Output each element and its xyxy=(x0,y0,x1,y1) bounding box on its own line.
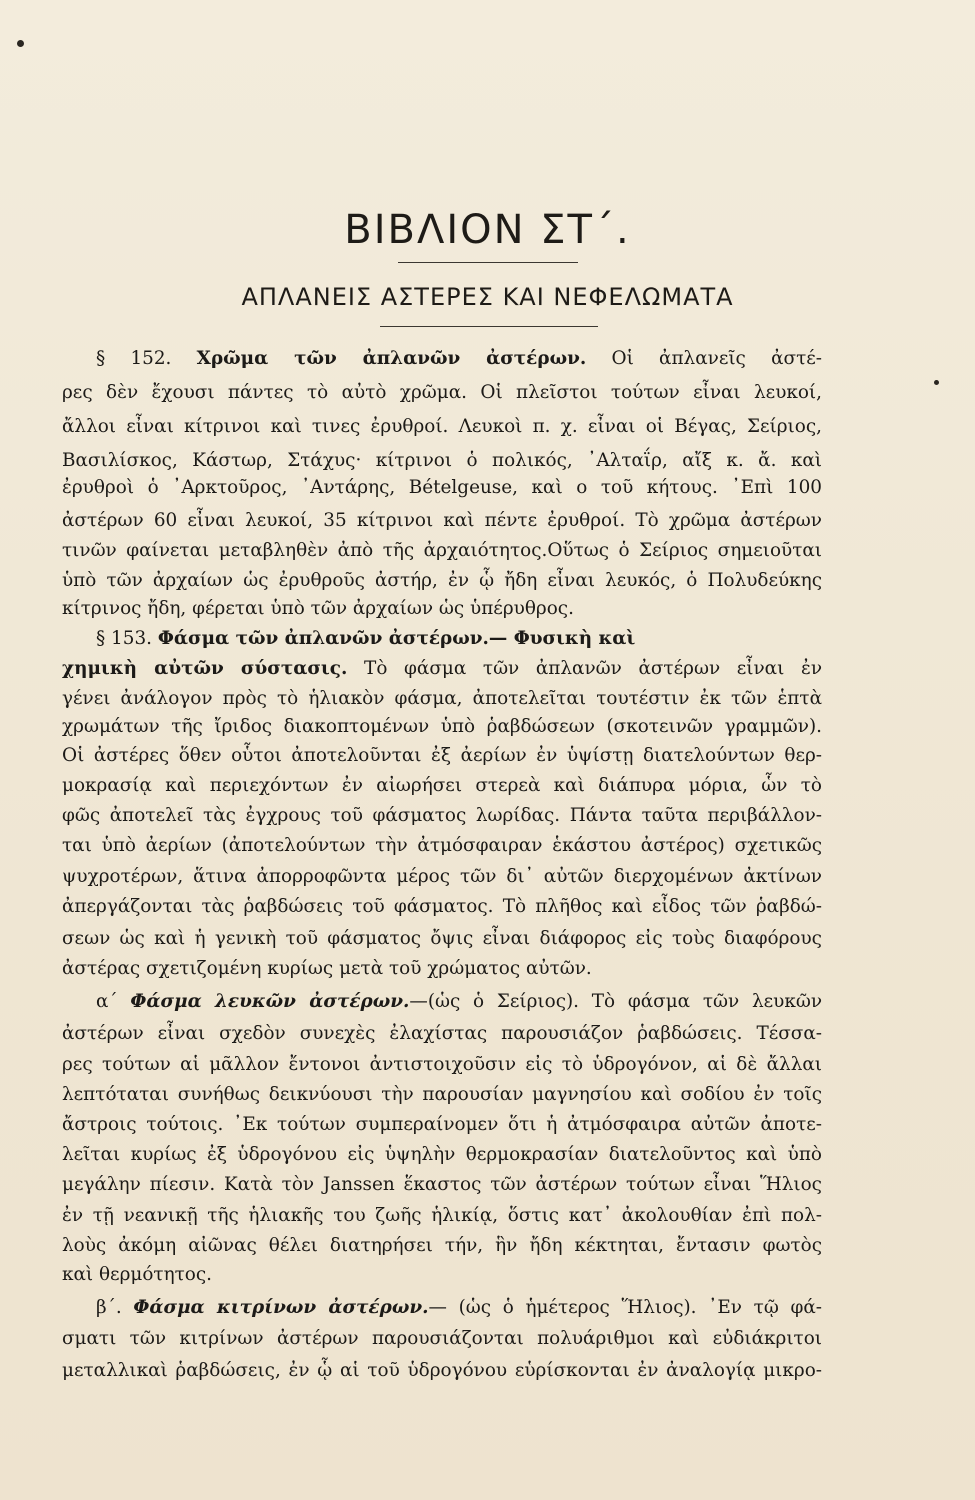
ink-spot xyxy=(934,380,939,385)
text-line: Οἱ ἀστέρες ὅθεν οὗτοι ἀποτελοῦνται ἐξ ἀερίων ἐν ὑψίστῃ διατελούντων θερ- xyxy=(62,745,822,766)
text-line: ἄστροις τούτοις. ᾿Εκ τούτων συμπεραίνομεν ὅτι ἡ ἀτμόσφαιρα αὐτῶν ἀποτε- xyxy=(62,1114,822,1135)
text-line: τινῶν φαίνεται μεταβληθὲν ἀπὸ τῆς ἀρχαιότητος.Οὕτως ὁ Σείριος σημειοῦται xyxy=(62,540,822,561)
text-line: ἀπεργάζονται τὰς ῥαβδώσεις τοῦ φάσματος. Τὸ πλῆθος καὶ εἶδος τῶν ῥαβδώ- xyxy=(62,896,822,917)
text-line: χρωμάτων τῆς ἴριδος διακοπτομένων ὑπὸ ῥαβδώσεων (σκοτεινῶν γραμμῶν). xyxy=(62,716,822,737)
text-line: ἀστέρας σχετιζομένη κυρίως μετὰ τοῦ χρώματος αὐτῶν. xyxy=(62,958,592,979)
text-line: § 152. Χρῶμα τῶν ἀπλανῶν ἀστέρων. Οἱ ἀπλανεῖς ἀστέ- xyxy=(96,348,822,369)
text-line: γένει ἀνάλογον πρὸς τὸ ἡλιακὸν φάσμα, ἀποτελεῖται τουτέστιν ἐκ τῶν ἑπτὰ xyxy=(62,688,822,709)
text-line: σματι τῶν κιτρίνων ἀστέρων παρουσιάζονται πολυάριθμοι καὶ εὐδιάκριτοι xyxy=(62,1328,822,1349)
text-line: ψυχροτέρων, ἅτινα ἀπορροφῶντα μέρος τῶν δι᾿ αὐτῶν διερχομένων ἀκτίνων xyxy=(62,866,822,887)
text-line: Βασιλίσκος, Κάστωρ, Στάχυς· κίτρινοι ὁ πολικός, ᾿Αλταΐρ, αἴξ κ. ἄ. καὶ xyxy=(62,450,822,471)
ink-spot xyxy=(17,40,24,47)
text-line: λοὺς ἀκόμη αἰῶνας θέλει διατηρήσει τήν, ἣν ἤδη κέκτηται, ἔντασιν φωτὸς xyxy=(62,1235,822,1256)
text-line: μοκρασίᾳ καὶ περιεχόντων ἐν αἰωρήσει στερεὰ καὶ διάπυρα μόρια, ὧν τὸ xyxy=(62,775,822,796)
chapter-title: ΑΠΛΑΝΕΙΣ ΑΣΤΕΡΕΣ ΚΑΙ ΝΕΦΕΛΩΜΑΤΑ xyxy=(241,283,734,311)
text-line: ται ὑπὸ ἀερίων (ἀποτελούντων τὴν ἀτμόσφαιραν ἑκάστου ἀστέρος) σχετικῶς xyxy=(62,835,822,856)
title-divider xyxy=(398,262,578,263)
text-line: σεων ὡς καὶ ἡ γενικὴ τοῦ φάσματος ὄψις εἶναι διάφορος εἰς τοὺς διαφόρους xyxy=(62,928,822,949)
text-line: ἀστέρων εἶναι σχεδὸν συνεχὲς ἐλαχίστας παρουσιάζον ῥαβδώσεις. Τέσσα- xyxy=(62,1023,822,1044)
text-line: ρες δὲν ἔχουσι πάντες τὸ αὐτὸ χρῶμα. Οἱ πλεῖστοι τούτων εἶναι λευκοί, xyxy=(62,382,822,403)
text-line: μεγάλην πίεσιν. Κατὰ τὸν Janssen ἕκαστος τῶν ἀστέρων τούτων εἶναι Ἥλιος xyxy=(62,1174,822,1195)
text-line: ἀστέρων 60 εἶναι λευκοί, 35 κίτρινοι καὶ πέντε ἐρυθροί. Τὸ χρῶμα ἀστέρων xyxy=(62,510,822,531)
text-line: ρες τούτων αἱ μᾶλλον ἔντονοι ἀντιστοιχοῦσιν εἰς τὸ ὑδρογόνον, αἱ δὲ ἄλλαι xyxy=(62,1054,822,1075)
text-line: φῶς ἀποτελεῖ τὰς ἐγχρους τοῦ φάσματος λωρίδας. Πάντα ταῦτα περιβάλλον- xyxy=(62,805,822,826)
text-line: λεπτόταται συνήθως δεικνύουσι τὴν παρουσίαν μαγνησίου καὶ σοδίου ἐν τοῖς xyxy=(62,1084,822,1105)
text-line: λεῖται κυρίως ἐξ ὑδρογόνου εἰς ὑψηλὴν θερμοκρασίαν διατελοῦντος καὶ ὑπὸ xyxy=(62,1144,822,1165)
text-line: μεταλλικαὶ ῥαβδώσεις, ἐν ᾧ αἱ τοῦ ὑδρογόνου εὑρίσκονται ἐν ἀναλογίᾳ μικρο- xyxy=(62,1360,822,1381)
text-line: ὑπὸ τῶν ἀρχαίων ὡς ἐρυθροῦς ἀστήρ, ἐν ᾧ ἤδη εἶναι λευκός, ὁ Πολυδεύκης xyxy=(62,570,822,591)
text-line: χημικὴ αὐτῶν σύστασις. Τὸ φάσμα τῶν ἀπλανῶν ἀστέρων εἶναι ἐν xyxy=(62,658,822,679)
text-line: § 153. Φάσμα τῶν ἀπλανῶν ἀστέρων.— Φυσικὴ καὶ xyxy=(96,628,636,649)
text-line: καὶ θερμότητος. xyxy=(62,1264,212,1285)
text-line: κίτρινος ἤδη, φέρεται ὑπὸ τῶν ἀρχαίων ὡς ὑπέρυθρος. xyxy=(62,598,574,619)
text-line: ἐρυθροὶ ὁ ᾿Αρκτοῦρος, ᾿Αντάρης, Bételgeuse, καὶ ο τοῦ κήτους. ᾿Επὶ 100 xyxy=(62,477,822,498)
text-line: ἄλλοι εἶναι κίτρινοι καὶ τινες ἐρυθροί. Λευκοὶ π. χ. εἶναι οἱ Βέγας, Σείριος, xyxy=(62,416,822,437)
text-line: ἐν τῇ νεανικῇ τῆς ἡλιακῆς του ζωῆς ἡλικίᾳ, ὅστις κατ᾿ ἀκολουθίαν ἐπὶ πολ- xyxy=(62,1205,822,1226)
subtitle-divider xyxy=(380,326,598,327)
book-title: ΒΙΒΛΙΟΝ ΣΤ΄. xyxy=(344,207,631,253)
text-line: α΄ Φάσμα λευκῶν ἀστέρων.—(ὡς ὁ Σείριος). Τὸ φάσμα τῶν λευκῶν xyxy=(96,991,822,1012)
text-line: β΄. Φάσμα κιτρίνων ἀστέρων.— (ὡς ὁ ἡμέτερος Ἥλιος). ᾿Εν τῷ φά- xyxy=(96,1297,822,1318)
